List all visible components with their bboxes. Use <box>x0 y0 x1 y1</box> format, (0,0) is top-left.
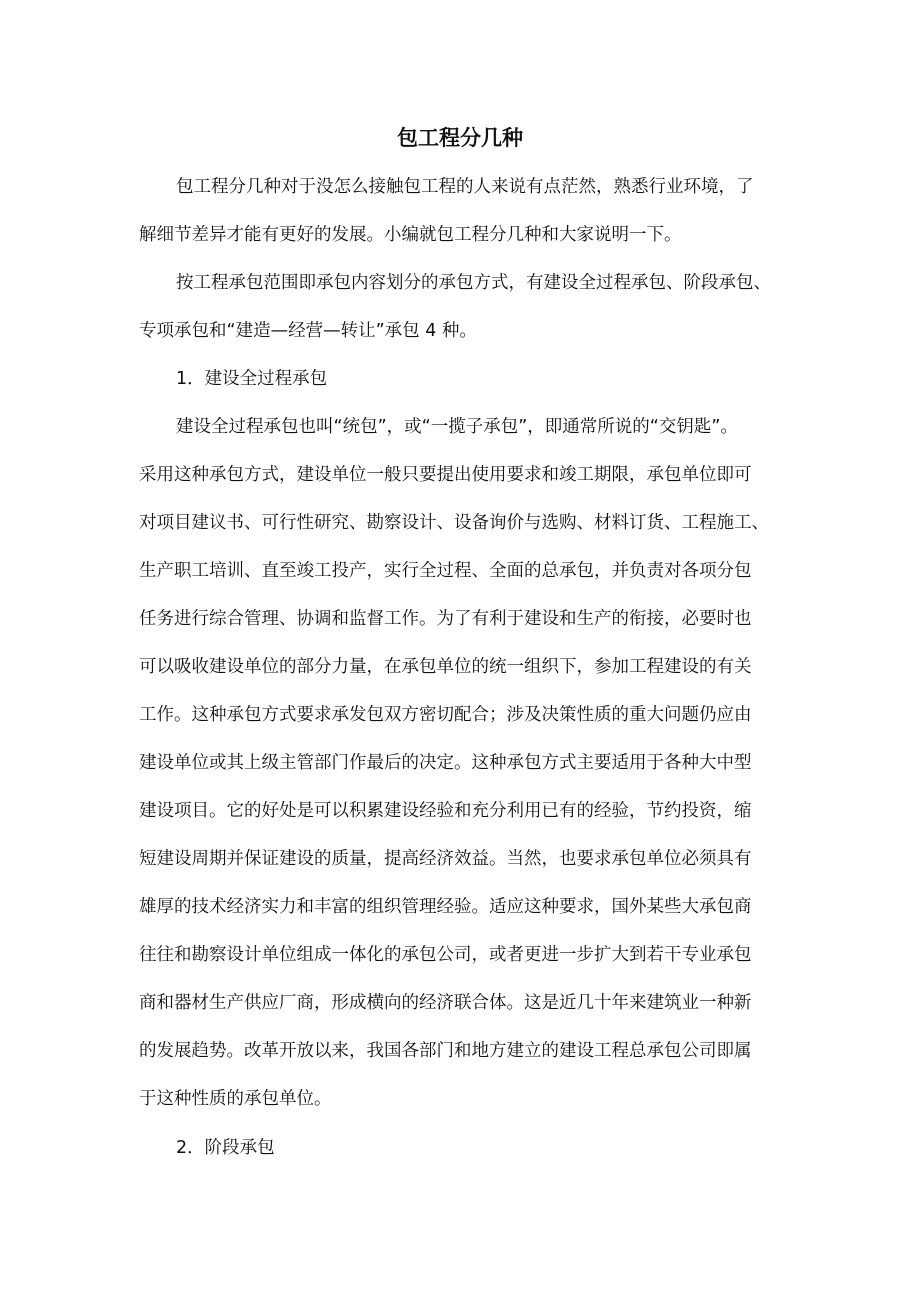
paragraph-line: 雄厚的技术经济实力和丰富的组织管理经验。适应这种要求，国外某些大承包商 <box>139 897 752 917</box>
paragraph-line: 可以吸收建设单位的部分力量，在承包单位的统一组织下，参加工程建设的有关 <box>139 657 752 677</box>
paragraph-line: 生产职工培训、直至竣工投产，实行全过程、全面的总承包，并负责对各项分包 <box>139 561 752 581</box>
paragraph-line: 短建设周期并保证建设的质量，提高经济效益。当然，也要求承包单位必须具有 <box>139 849 752 869</box>
paragraph-line: 工作。这种承包方式要求承发包双方密切配合；涉及决策性质的重大问题仍应由 <box>139 705 752 725</box>
paragraph-line: 采用这种承包方式，建设单位一般只要提出使用要求和竣工期限，承包单位即可 <box>139 465 752 485</box>
paragraph-line: 按工程承包范围即承包内容划分的承包方式，有建设全过程承包、阶段承包、 <box>176 273 771 293</box>
section-heading: 2．阶段承包 <box>176 1138 275 1158</box>
paragraph-line: 的发展趋势。改革开放以来，我国各部门和地方建立的建设工程总承包公司即属 <box>139 1041 752 1061</box>
paragraph-line: 建设单位或其上级主管部门作最后的决定。这种承包方式主要适用于各种大中型 <box>139 753 752 773</box>
section-heading: 1．建设全过程承包 <box>176 369 328 389</box>
paragraph-line: 包工程分几种对于没怎么接触包工程的人来说有点茫然，熟悉行业环境，了 <box>176 177 754 197</box>
paragraph-line: 建设项目。它的好处是可以积累建设经验和充分利用已有的经验，节约投资，缩 <box>139 801 752 821</box>
paragraph-line: 任务进行综合管理、协调和监督工作。为了有利于建设和生产的衔接，必要时也 <box>139 609 752 629</box>
paragraph-line: 解细节差异才能有更好的发展。小编就包工程分几种和大家说明一下。 <box>139 225 682 245</box>
paragraph-line: 专项承包和“建造—经营—转让”承包 4 种。 <box>139 321 477 341</box>
document-title: 包工程分几种 <box>397 126 523 150</box>
paragraph-line: 商和器材生产供应厂商，形成横向的经济联合体。这是近几十年来建筑业一种新 <box>139 993 752 1013</box>
paragraph-line: 于这种性质的承包单位。 <box>139 1089 332 1109</box>
paragraph-line: 建设全过程承包也叫“统包”，或“一揽子承包”，即通常所说的“交钥匙”。 <box>176 417 738 437</box>
paragraph-line: 对项目建议书、可行性研究、勘察设计、设备询价与选购、材料订货、工程施工、 <box>139 513 769 533</box>
paragraph-line: 往往和勘察设计单位组成一体化的承包公司，或者更进一步扩大到若干专业承包 <box>139 945 752 965</box>
